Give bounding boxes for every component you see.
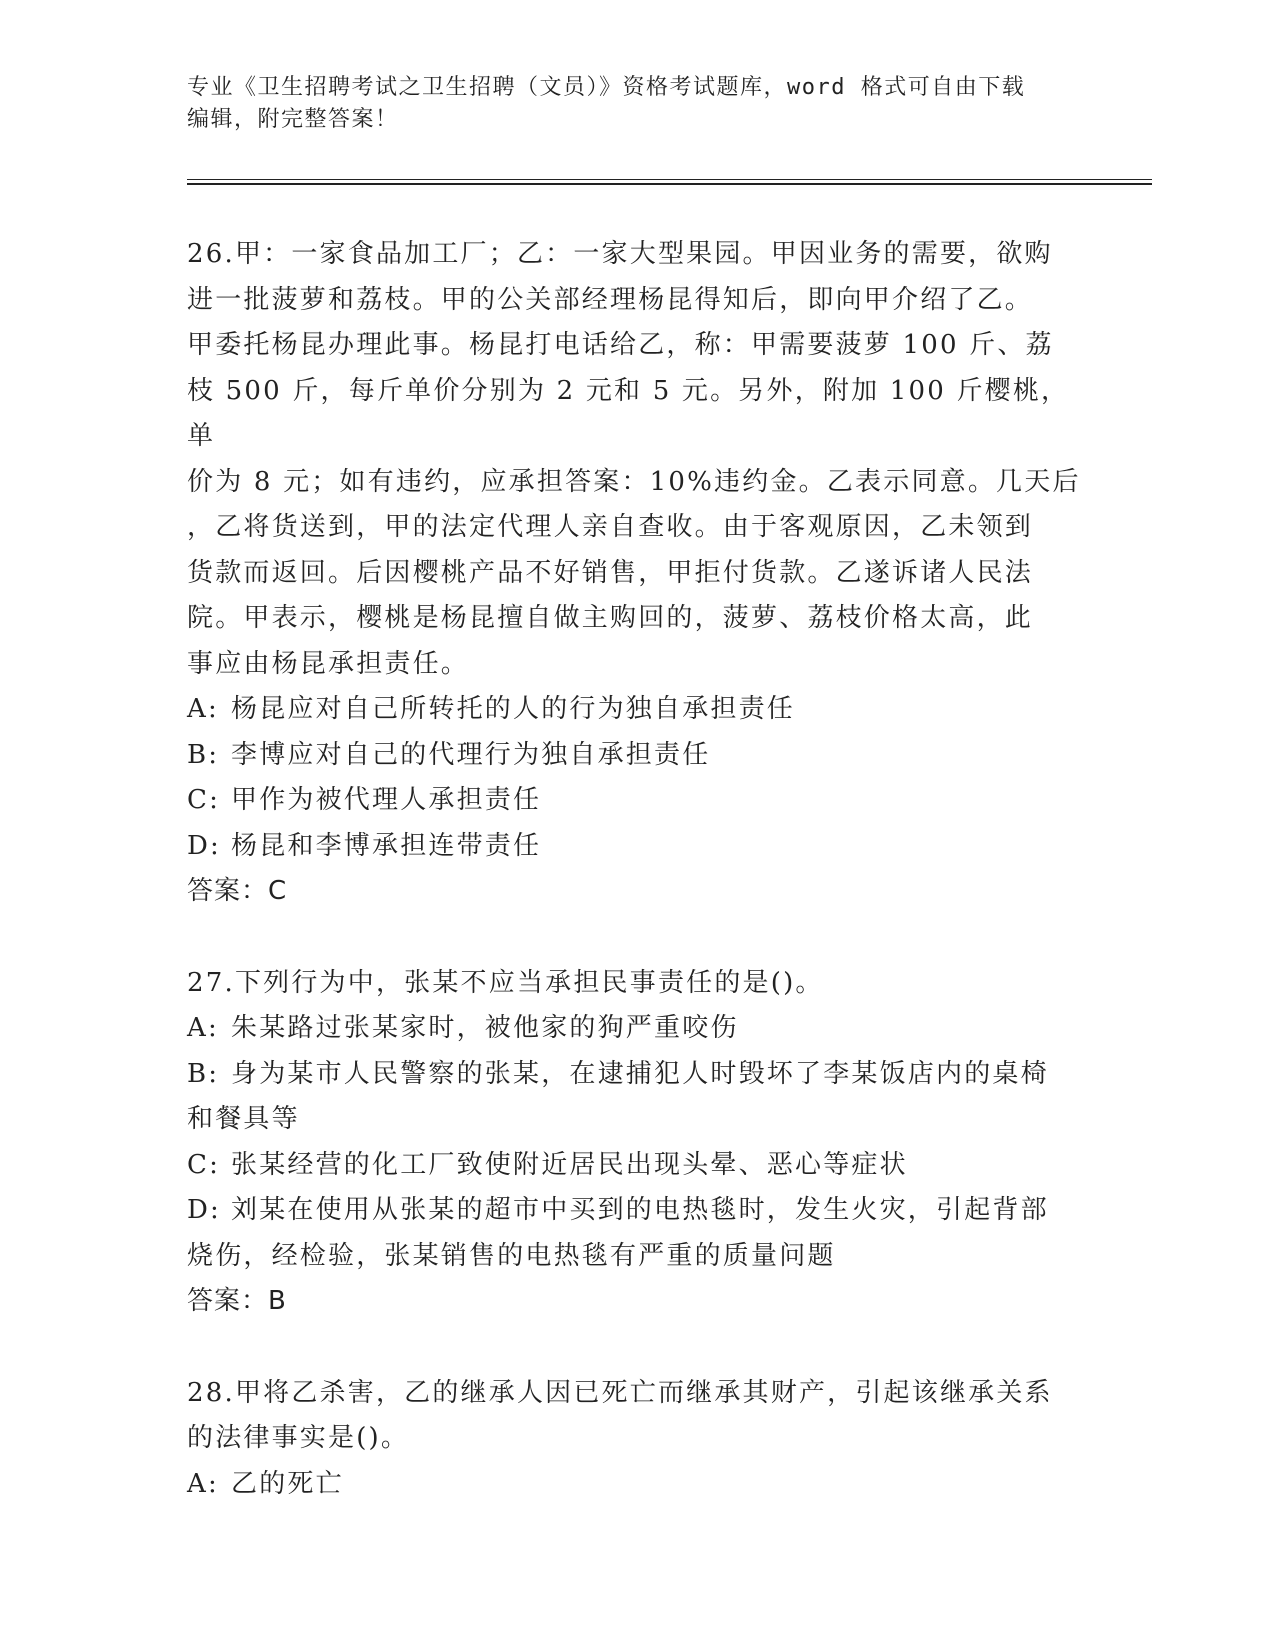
option-key: B: <box>187 739 220 770</box>
option-key: A: <box>187 694 219 724</box>
option-key: C: <box>187 1149 221 1180</box>
stem-line: 枝 500 斤，每斤单价分别为 2 元和 5 元。另外，附加 100 斤樱桃，单 <box>187 375 1070 451</box>
option-text-continued: 烧伤，经检验，张某销售的电热毯有严重的质量问题 <box>187 1240 836 1271</box>
header-line-2: 编辑，附完整答案！ <box>187 107 399 132</box>
stem-line: 院。甲表示，樱桃是杨昆擅自做主购回的，菠萝、荔枝价格太高，此 <box>187 603 1034 633</box>
question-26 <box>187 232 1087 915</box>
stem-line: 事应由杨昆承担责任。 <box>187 648 470 679</box>
header-divider <box>187 179 1152 185</box>
stem-line: 27.下列行为中，张某不应当承担民事责任的是()。 <box>187 967 824 998</box>
document-header <box>187 72 1087 136</box>
option-text: 李博应对自己的代理行为独自承担责任 <box>231 739 711 770</box>
question-stem <box>187 961 1087 1007</box>
option-c <box>187 1143 1087 1189</box>
stem-line: 价为 8 元；如有违约，应承担答案：10%违约金。乙表示同意。几天后 <box>187 466 1081 497</box>
option-d <box>187 824 1087 870</box>
option-text-continued: 和餐具等 <box>187 1104 300 1134</box>
option-text: 刘某在使用从张某的超市中买到的电热毯时，发生火灾，引起背部 <box>231 1195 1049 1225</box>
option-key: D: <box>187 1195 222 1225</box>
option-b <box>187 1052 1087 1143</box>
option-key: D: <box>187 830 222 861</box>
stem-line: 28.甲将乙杀害，乙的继承人因已死亡而继承其财产，引起该继承关系 <box>187 1377 1053 1408</box>
stem-line: 进一批菠萝和荔枝。甲的公关部经理杨昆得知后，即向甲介绍了乙。 <box>187 284 1034 315</box>
stem-line: 货款而返回。后因樱桃产品不好销售，甲拒付货款。乙遂诉诸人民法 <box>187 557 1034 588</box>
option-text: 甲作为被代理人承担责任 <box>231 785 542 815</box>
option-text: 杨昆应对自己所转托的人的行为独自承担责任 <box>231 694 796 724</box>
stem-line: ，乙将货送到，甲的法定代理人亲自查收。由于客观原因，乙未领到 <box>187 512 1034 542</box>
question-stem <box>187 232 1087 687</box>
option-a <box>187 687 1087 733</box>
option-text: 朱某路过张某家时，被他家的狗严重咬伤 <box>231 1013 739 1043</box>
option-b <box>187 733 1087 779</box>
question-stem <box>187 1371 1087 1462</box>
option-d <box>187 1188 1087 1279</box>
option-text: 张某经营的化工厂致使附近居民出现头晕、恶心等症状 <box>231 1149 908 1180</box>
header-line-1: 专业《卫生招聘考试之卫生招聘（文员）》资格考试题库，word 格式可自由下载 <box>187 75 1026 100</box>
option-a <box>187 1462 1087 1508</box>
question-28 <box>187 1371 1087 1508</box>
option-key: C: <box>187 785 221 815</box>
option-c <box>187 778 1087 824</box>
stem-line: 甲委托杨昆办理此事。杨昆打电话给乙，称：甲需要菠萝 100 斤、荔 <box>187 330 1054 360</box>
divider-thick-line <box>187 183 1152 185</box>
stem-line: 26.甲：一家食品加工厂；乙：一家大型果园。甲因业务的需要，欲购 <box>187 239 1053 269</box>
divider-thin-line <box>187 179 1152 180</box>
question-list <box>187 232 1087 1507</box>
answer-line: 答案：C <box>187 876 288 906</box>
stem-line: 的法律事实是()。 <box>187 1423 410 1453</box>
option-text: 杨昆和李博承担连带责任 <box>231 830 542 861</box>
option-key: A: <box>187 1468 219 1499</box>
question-27 <box>187 961 1087 1325</box>
option-text: 身为某市人民警察的张某，在逮捕犯人时毁坏了李某饭店内的桌椅 <box>231 1058 1049 1089</box>
option-key: B: <box>187 1058 220 1089</box>
option-a <box>187 1006 1087 1052</box>
answer-line: 答案：B <box>187 1286 287 1316</box>
option-text: 乙的死亡 <box>231 1468 344 1499</box>
option-key: A: <box>187 1013 219 1043</box>
